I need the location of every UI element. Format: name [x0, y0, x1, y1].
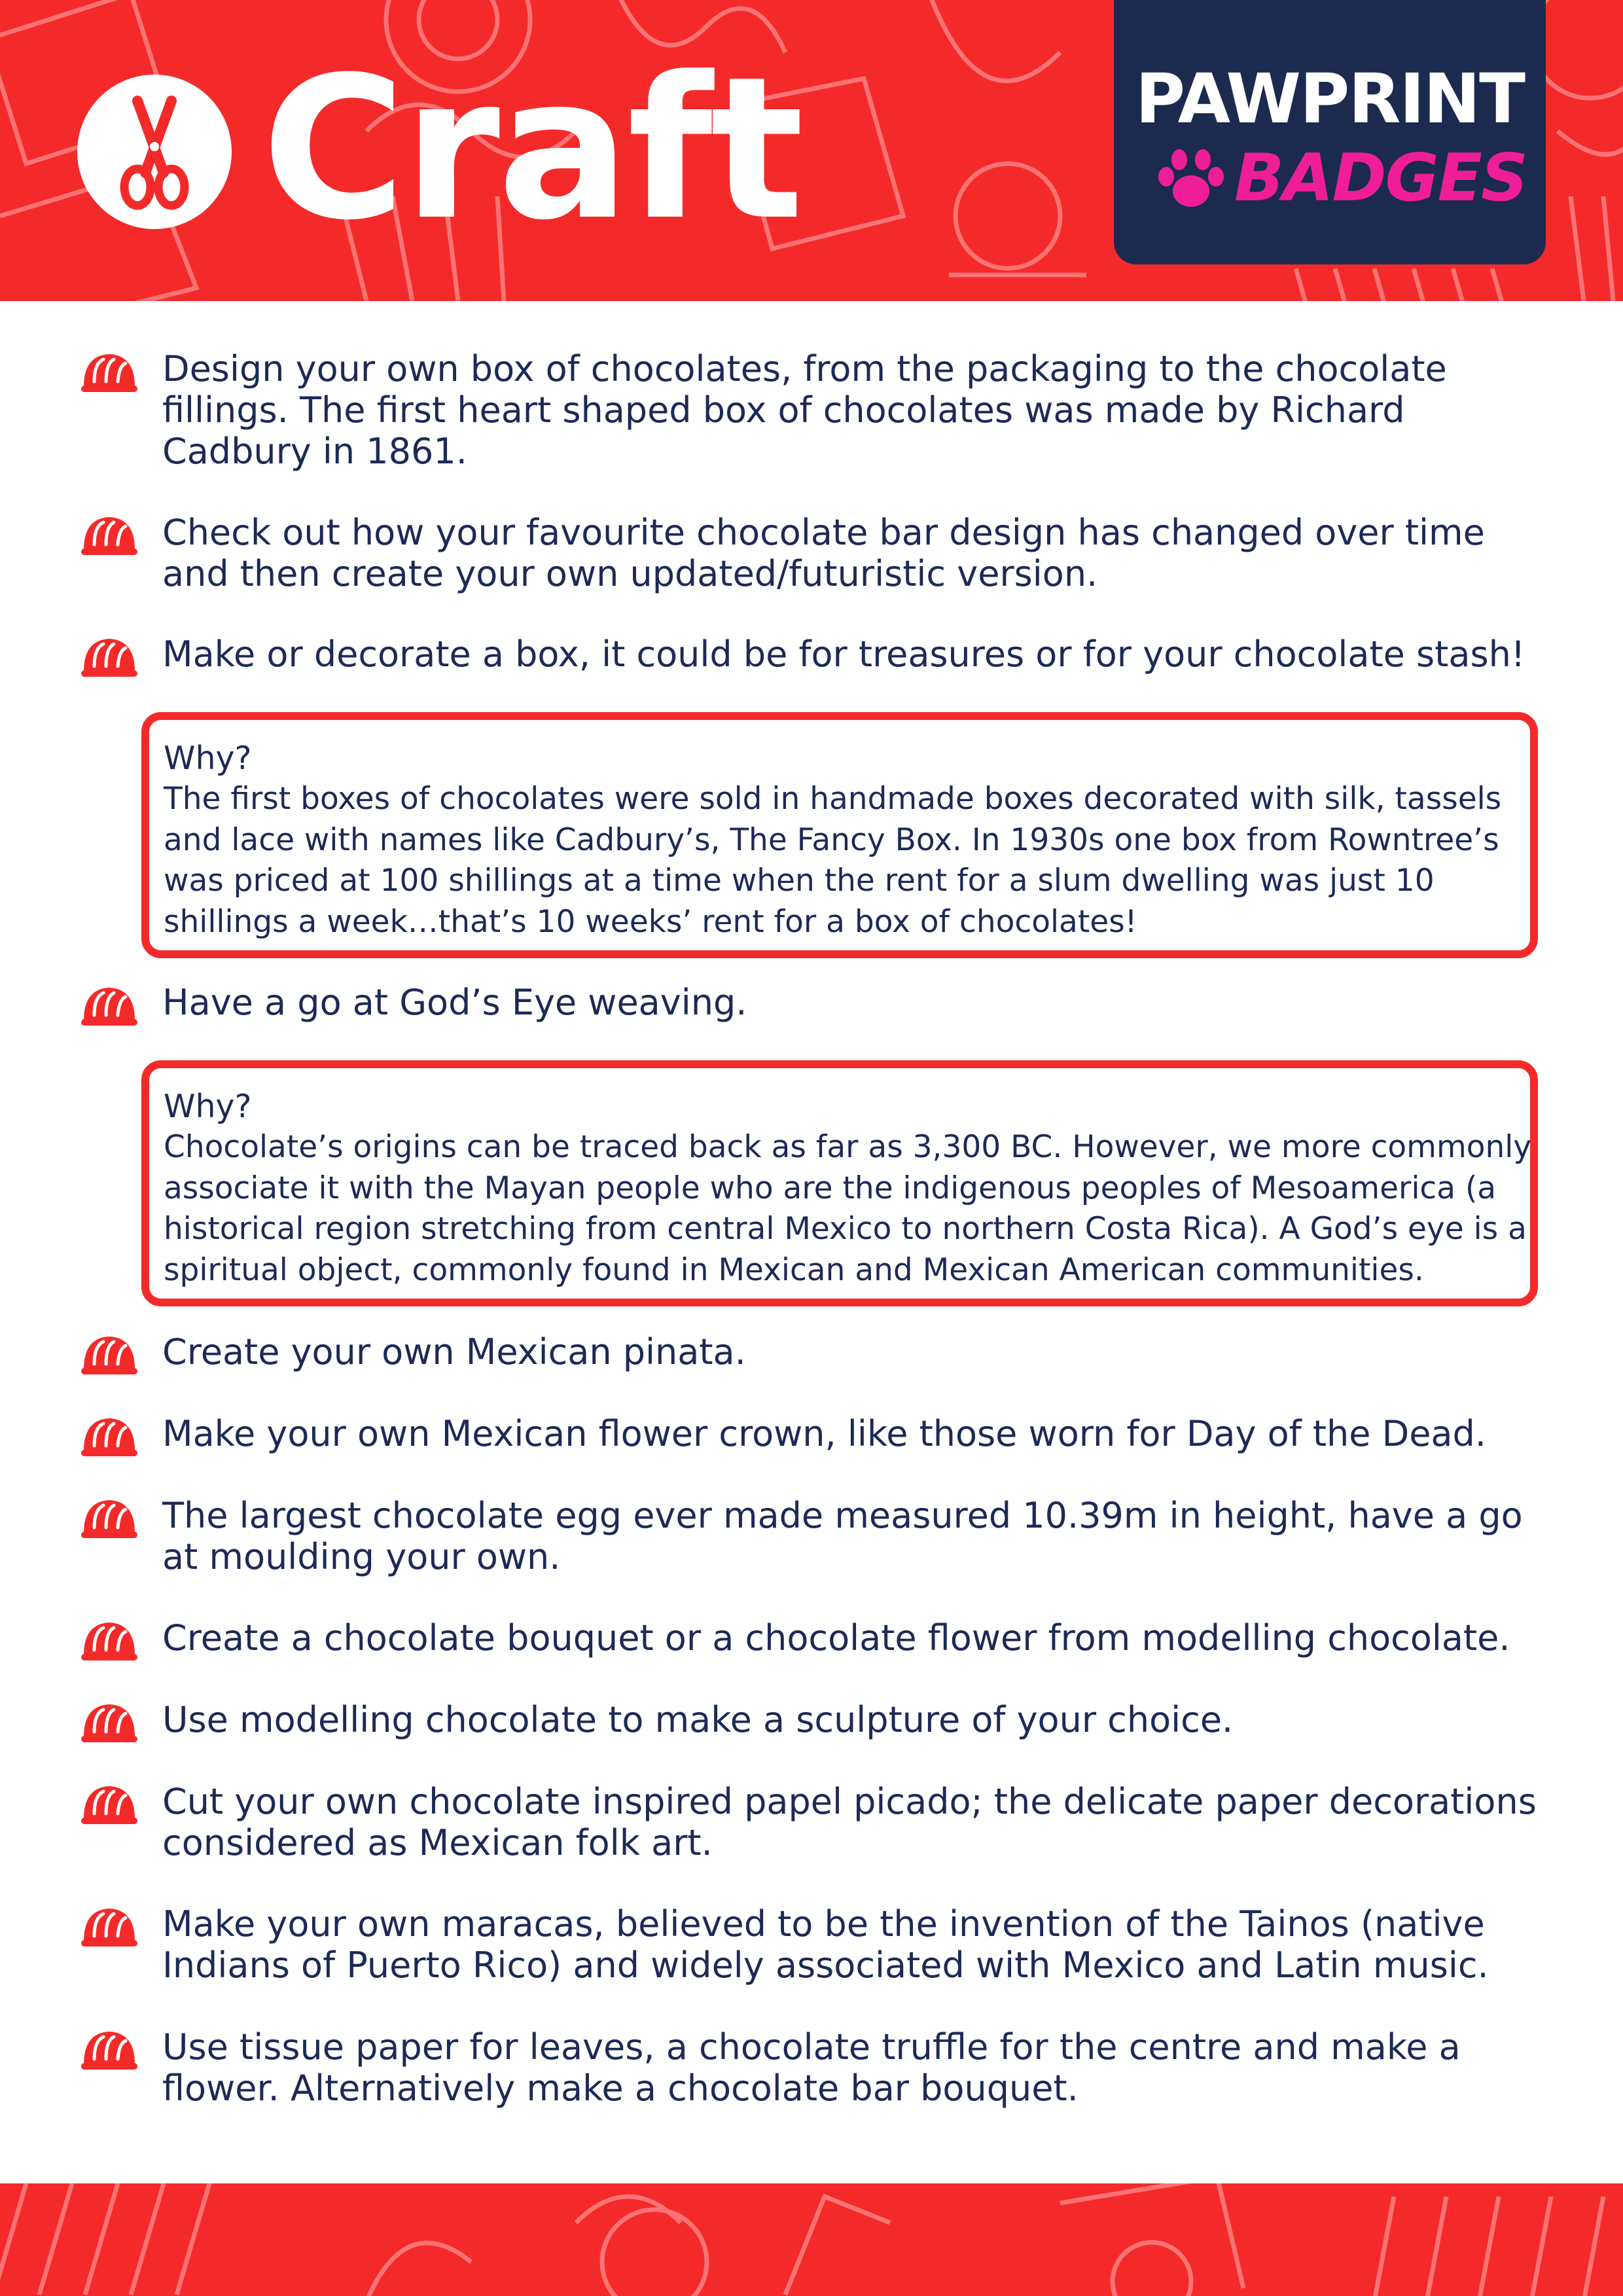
chocolate-bullet-icon [80, 1619, 139, 1664]
list-item: Cut your own chocolate inspired papel picado; the delicate paper decorations considered as Mexican folk art. [162, 1781, 1537, 1863]
list-item: Use tissue paper for leaves, a chocolate truffle for the centre and make a flower. Alternatively make a chocolate bar bouquet. [162, 2026, 1461, 2109]
list-item: Create a chocolate bouquet or a chocolate flower from modelling chocolate. [162, 1617, 1510, 1659]
list-item: Make your own maracas, believed to be the invention of the Tainos (native Indians of Puerto Rico) and widely associated with Mexico and Latin music. [162, 1903, 1489, 1986]
footer-banner [0, 2183, 1623, 2296]
chocolate-bullet-icon [80, 1414, 139, 1460]
page-title: Craft [262, 35, 802, 263]
brand-name-top: PAWPRINT [1135, 59, 1525, 139]
brand-name-bottom: BADGES [1234, 139, 1527, 216]
chocolate-bullet-icon [80, 1333, 139, 1378]
why-box-title: Why? [164, 1088, 252, 1125]
why-box [141, 1060, 1538, 1306]
list-item: Design your own box of chocolates, from the packaging to the chocolate fillings. The first heart shaped box of chocolates was made by Richard Cadbury in 1861. [162, 348, 1447, 472]
list-item: Check out how your favourite chocolate bar design has changed over time and then create your own updated/futuristic version. [162, 512, 1485, 594]
chocolate-bullet-icon [80, 1782, 139, 1828]
list-item: The largest chocolate egg ever made measured 10.39m in height, have a go at moulding your own. [162, 1495, 1523, 1577]
why-box [141, 712, 1538, 958]
chocolate-bullet-icon [80, 635, 139, 681]
chocolate-bullet-icon [80, 1905, 139, 1950]
chocolate-bullet-icon [80, 1700, 139, 1746]
chocolate-bullet-icon [80, 513, 139, 559]
why-box-title: Why? [164, 740, 252, 777]
chocolate-bullet-icon [80, 2028, 139, 2073]
list-item: Use modelling chocolate to make a sculpture of your choice. [162, 1699, 1234, 1740]
why-box-text: The first boxes of chocolates were sold in handmade boxes decorated with silk, tassels and lace with names like Cadbury’s, The Fancy Box. In 1930s one box from Rowntree’s was priced at 100 shillings at a time when the rent for a slum dwelling was just 10 shillings a week…that’s 10 weeks’ rent for a box of chocolates! [164, 781, 1502, 940]
chocolate-bullet-icon [80, 350, 139, 396]
list-item: Create your own Mexican pinata. [162, 1331, 746, 1372]
list-item: Make your own Mexican flower crown, like those worn for Day of the Dead. [162, 1413, 1486, 1454]
chocolate-bullet-icon [80, 984, 139, 1030]
chocolate-bullet-icon [80, 1496, 139, 1542]
chocolate-pattern-decoration [0, 2183, 1623, 2296]
list-item: Have a go at God’s Eye weaving. [162, 982, 747, 1023]
why-box-text: Chocolate’s origins can be traced back as far as 3,300 BC. However, we more commonly associate it with the Mayan people who are the indigenous peoples of Mesoamerica (a historical region stretching from central Mexico to northern Costa Rica). A God’s eye is a spiritual object, commonly found in Mexican and Mexican American communities. [164, 1129, 1532, 1288]
list-item: Make or decorate a box, it could be for treasures or for your chocolate stash! [162, 634, 1525, 675]
